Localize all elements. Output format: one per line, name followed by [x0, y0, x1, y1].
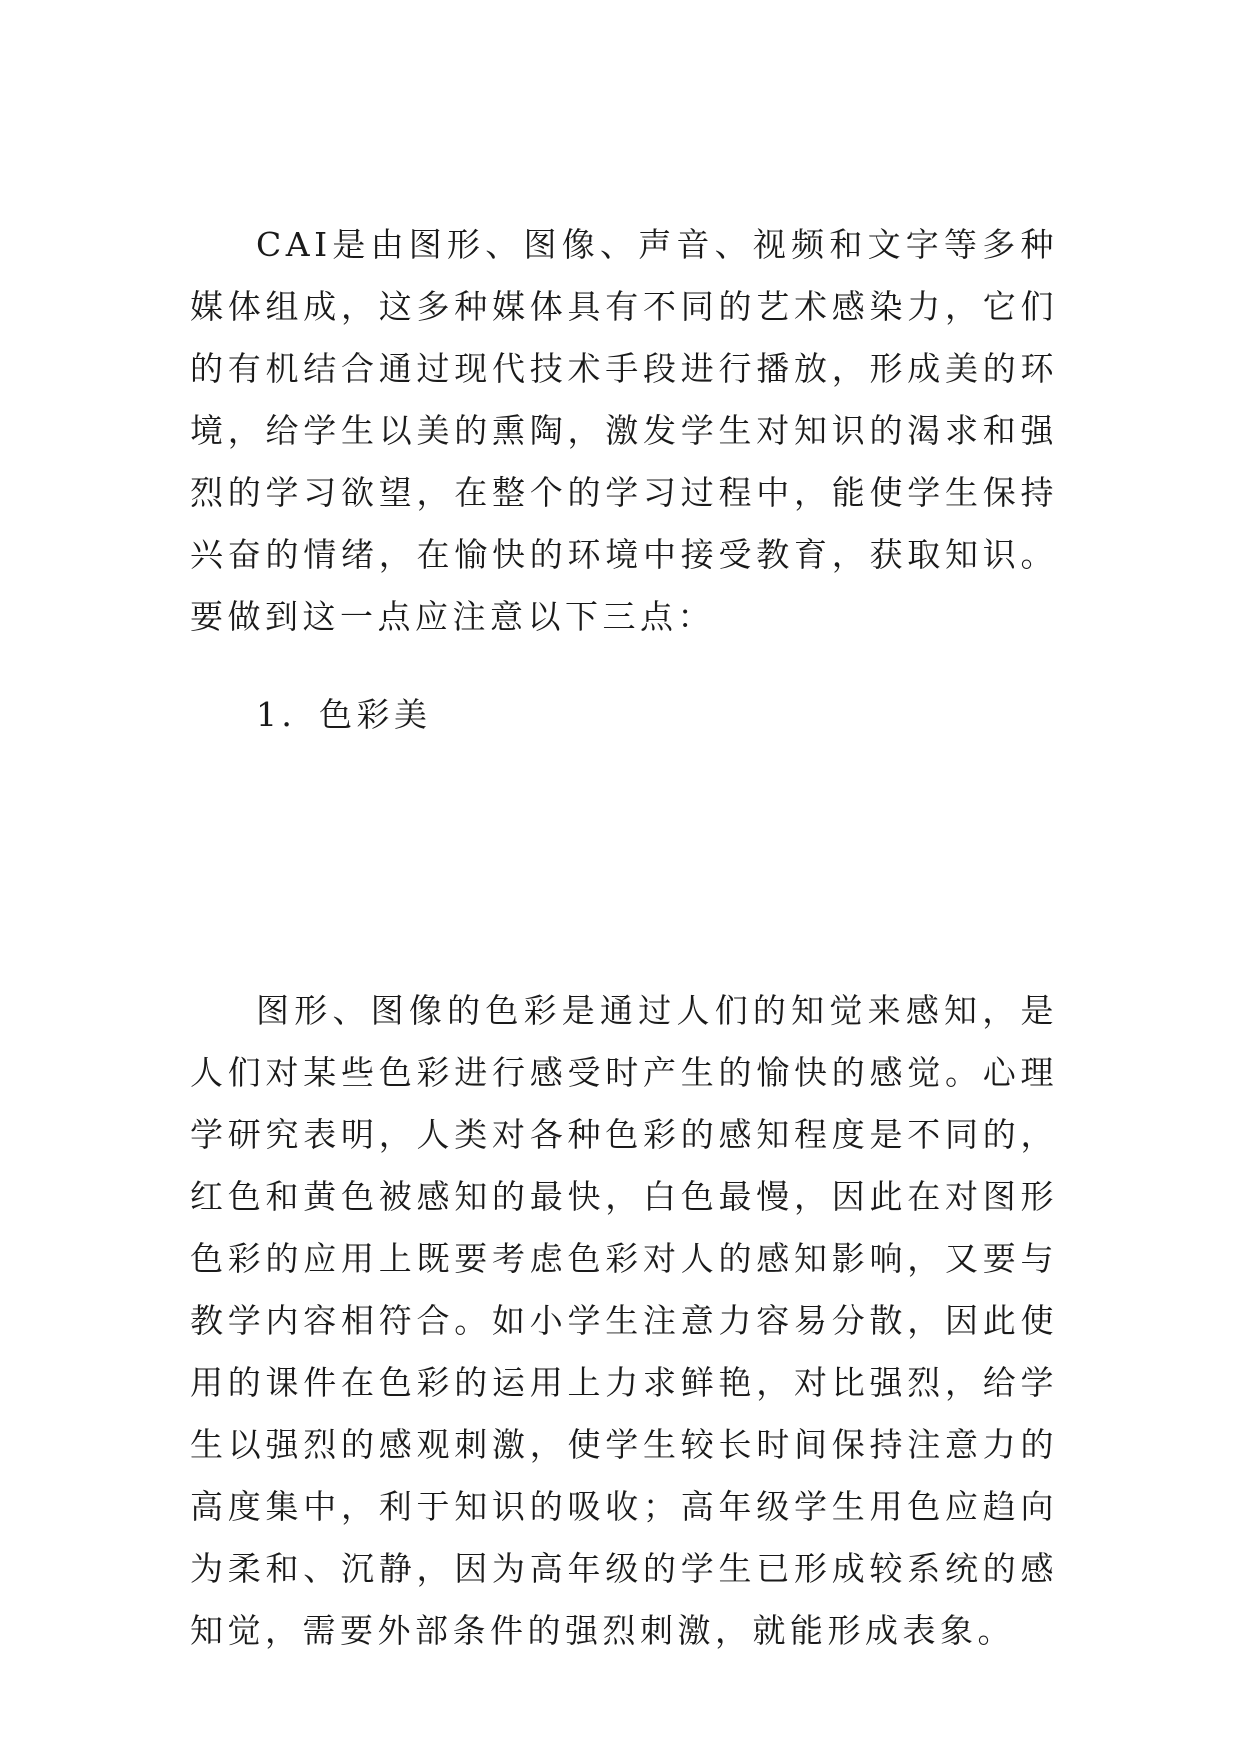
- body-paragraph-color: 图形、图像的色彩是通过人们的知觉来感知，是人们对某些色彩进行感受时产生的愉快的感觉。心理学研究表明，人类对各种色彩的感知程度是不同的，红色和黄色被感知的最快，白色最慢，因此在对图形色彩的应用上既要考虑色彩对人的感知影响，又要与教学内容相符合。如小学生注意力容易分散，因此使用的课件在色彩的运用上力求鲜艳，对比强烈，给学生以强烈的感观刺激，使学生较长时间保持注意力的高度集中，利于知识的吸收；高年级学生用色应趋向为柔和、沉静，因为高年级的学生已形成较系统的感知觉，需要外部条件的强烈刺激，就能形成表象。: [190, 991, 1058, 1650]
- section-heading: 1．色彩美: [256, 695, 432, 734]
- body-paragraph-intro: CAI是由图形、图像、声音、视频和文字等多种媒体组成，这多种媒体具有不同的艺术感染力，它们的有机结合通过现代技术手段进行播放，形成美的环境，给学生以美的熏陶，激发学生对知识的渴求和强烈的学习欲望，在整个的学习过程中，能使学生保持兴奋的情绪，在愉快的环境中接受教育，获取知识。要做到这一点应注意以下三点：: [190, 225, 1058, 636]
